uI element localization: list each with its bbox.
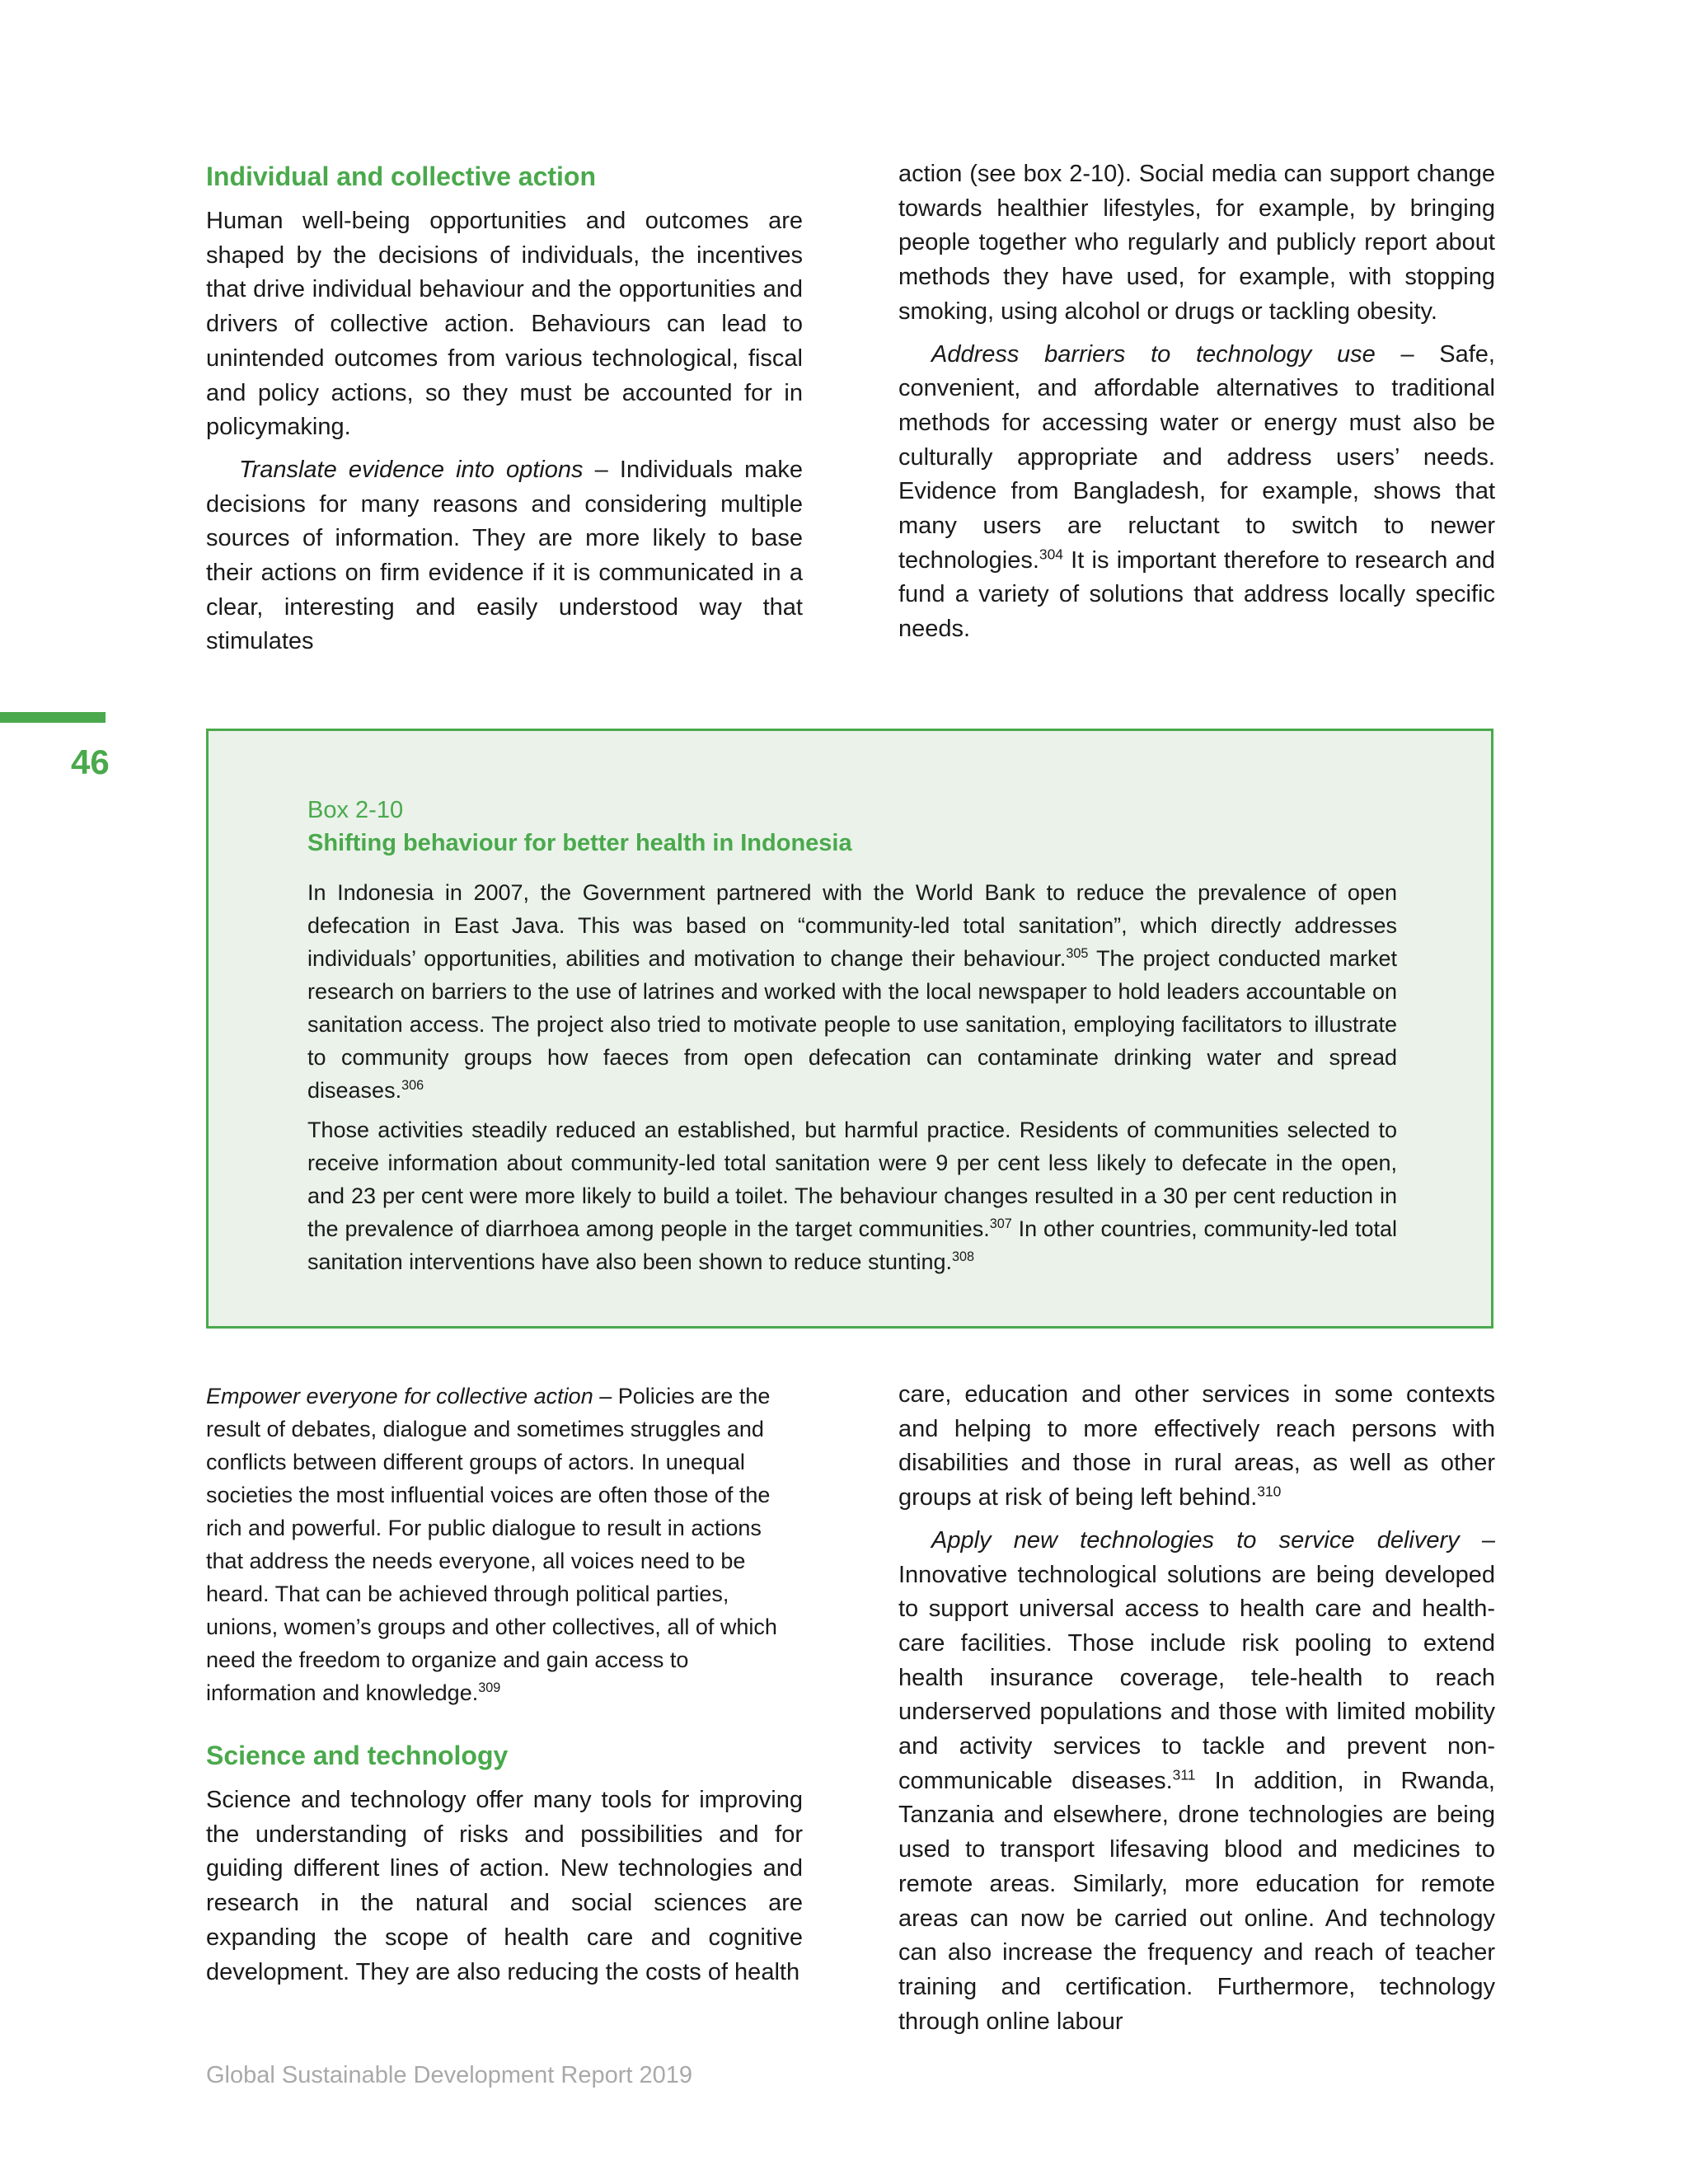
paragraph: Address barriers to technology use – Safe, convenient, and affordable alternatives to traditional methods for accessing water or energy must also be culturally appropriate and address users’ needs. Evidence from Bangladesh, for example, shows that many users are reluctant to switch to newer technologies.$^{304}$ It is important therefore to research and fund a variety of solutions that address locally specific needs.	[898, 340, 1495, 643]
paragraph: Apply new technologies to service delivery – Innovative technological solutions are being developed to support universal access to health care and health-care facilities. Those include risk pooling to extend health insurance coverage, tele-health to reach underserved populations and those with limited mobility and activity services to tackle and prevent non-communicable diseases.$^{311}$ In addition, in Rwanda, Tanzania and elsewhere, drone technologies are being used to transport lifesaving blood and medicines to remote areas. Similarly, more education for remote areas can now be carried out online. And technology can also increase the frequency and reach of teacher training and certification. Furthermore, technology through online labour	[898, 1526, 1496, 2035]
paragraph: Translate evidence into options – Individuals make decisions for many reasons and considering multiple sources of information. They are more likely to base their actions on firm evidence if it is communicated in a clear, interesting and easily understood way that stimulates	[206, 456, 803, 655]
bottom-left-column	[206, 1380, 803, 1990]
section-heading-science-technology: Science and technology	[206, 1741, 509, 1770]
section-heading-individual-collective-action: Individual and collective action	[206, 162, 596, 191]
footer-report-title: Global Sustainable Development Report 2019	[206, 2062, 693, 2088]
bottom-right-column	[898, 1378, 1495, 2039]
lead-in: Empower everyone for collective action	[206, 1384, 593, 1408]
footnote-ref[interactable]: 308	[952, 1249, 975, 1264]
paragraph: Empower everyone for collective action – Policies are the result of debates, dialogue and sometimes struggles and conflicts between different groups of actors. In unequal societies the most influential voices are often those of the rich and powerful. For public dialogue to result in actions that address the needs everyone, all voices need to be heard. That can be achieved through political parties, unions, women’s groups and other collectives, all of which need the freedom to organize and gain access to information and knowledge.$^{309}$	[206, 1384, 777, 1705]
footnote-ref[interactable]: 304	[1039, 546, 1063, 563]
footnote-ref[interactable]: 305	[1066, 946, 1089, 961]
top-right-column	[898, 157, 1495, 647]
paragraph: Human well-being opportunities and outcomes are shaped by the decisions of individuals, the incentives that drive individual behaviour and the opportunities and drivers of collective action. Behaviours can lead to unintended outcomes from various technological, fiscal and policy actions, so they must be accounted for in policymaking.	[206, 208, 803, 441]
page-marker-bar	[0, 712, 106, 723]
box-content	[307, 794, 1397, 1285]
footnote-ref[interactable]: 306	[401, 1078, 424, 1093]
lead-in: Address barriers to technology use	[931, 340, 1376, 368]
paragraph: In Indonesia in 2007, the Government partnered with the World Bank to reduce the prevalence of open defecation in East Java. This was based on “community-led total sanitation”, which directly addresses individuals’ opportunities, abilities and motivation to change their behaviour.$^{305}$ The project conducted market research on barriers to the use of latrines and worked with the local newspaper to hold leaders accountable on sanitation access. The project also tried to motivate people to use sanitation, employing facilitators to illustrate to community groups how faeces from open defecation can contaminate drinking water and spread diseases.$^{306}$	[307, 880, 1397, 1103]
paragraph: action (see box 2-10). Social media can support change towards healthier lifestyles, for example, by bringing people together who regularly and publicly report about methods they have used, for example, with stopping smoking, using alcohol or drugs or tackling obesity.	[898, 161, 1495, 325]
top-left-column	[206, 158, 803, 659]
lead-in: Translate evidence into options	[239, 456, 584, 483]
paragraph: care, education and other services in some contexts and helping to more effectively reach persons with disabilities and those in rural areas, as well as other groups at risk of being left behind.$^{310}$	[898, 1381, 1495, 1511]
page-number: 46	[71, 743, 110, 781]
box-body	[307, 876, 1397, 1278]
footnote-ref[interactable]: 310	[1257, 1483, 1282, 1500]
footnote-ref[interactable]: 307	[989, 1216, 1012, 1231]
box-title: Shifting behaviour for better health in Indonesia	[307, 830, 852, 856]
box-label: Box 2-10	[307, 797, 404, 823]
lead-in: Apply new technologies to service delivery	[931, 1526, 1460, 1554]
box-2-10	[206, 729, 1493, 1329]
footnote-ref[interactable]: 309	[478, 1680, 501, 1695]
footnote-ref[interactable]: 311	[1172, 1766, 1196, 1783]
paragraph: Science and technology offer many tools for improving the understanding of risks and possibilities and for guiding different lines of action. New technologies and research in the natural and social sciences are expanding the scope of health care and cognitive development. They are also reducing the costs of health	[206, 1787, 803, 1985]
paragraph: Those activities steadily reduced an established, but harmful practice. Residents of communities selected to receive information about community-led total sanitation were 9 per cent less likely to defecate in the open, and 23 per cent were more likely to build a toilet. The behaviour changes resulted in a 30 per cent reduction in the prevalence of diarrhoea among people in the target communities.$^{307}$ In other countries, community-led total sanitation interventions have also been shown to reduce stunting.$^{308}$	[307, 1118, 1397, 1274]
